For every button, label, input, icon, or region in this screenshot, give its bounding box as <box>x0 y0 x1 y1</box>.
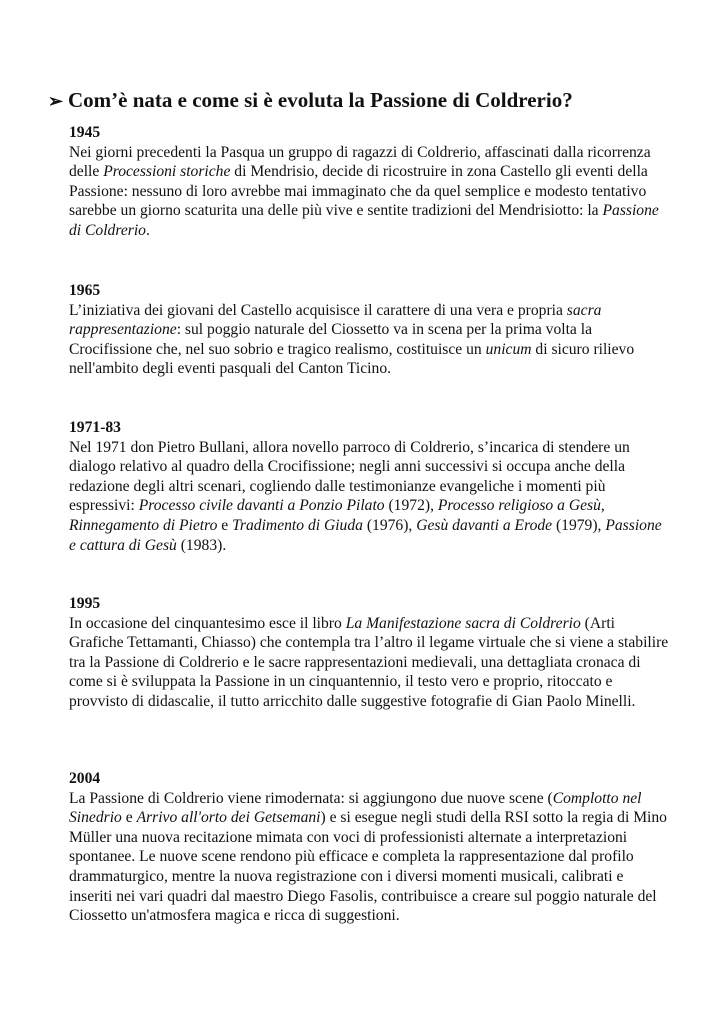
section-1965 <box>69 281 669 379</box>
text-run: (Arti Grafiche Tettamanti, Chiasso) che contempla tra l’altro il legame virtuale che si viene a stabilire tra la Passione di Coldrerio e le sacre rappresentazioni medievali, una dettagliata cronaca di come si è sviluppata la Passione in un cinquantennio, il testo vero e proprio, ritoccato e provvisto di didascalie, il tutto arricchito dalle suggestive fotografie di Gian Paolo Minelli. <box>69 614 669 710</box>
section-paragraph <box>69 143 669 241</box>
text-run: (1979), <box>552 516 606 534</box>
text-run: e <box>217 516 233 534</box>
text-run: : sul poggio naturale del Ciossetto va in scena per la prima volta la Crocifissione che, nel suo sobrio e tragico realismo, costituisce un <box>69 321 592 358</box>
italic-title: Rinnegamento di Pietro <box>69 516 218 534</box>
section-1995 <box>69 594 669 712</box>
italic-title: Gesù davanti a Erode <box>416 516 553 534</box>
italic-title: sacra rappresentazione <box>69 301 602 339</box>
text-run: (1983). <box>176 536 227 554</box>
section-paragraph <box>69 301 669 379</box>
italic-title: Processo civile davanti a Ponzio Pilato <box>138 497 385 515</box>
page-title <box>48 86 708 115</box>
text-run: La Passione di Coldrerio viene rimodernata: si aggiungono due nuove scene ( <box>69 789 553 807</box>
text-run: Nei giorni precedenti la Pasqua un gruppo di ragazzi di Coldrerio, affascinati dalla ricorrenza delle <box>69 143 651 181</box>
text-run: Nel 1971 don Pietro Bullani, allora novello parroco di Coldrerio, s’incarica di stendere un dialogo relativo al quadro della Crocifissione; negli anni successivi si occupa anche della redazione degli altri scenari, cogliendo dalle testimonianze evangeliche i momenti più espressivi: <box>69 438 630 515</box>
section-paragraph <box>69 614 669 712</box>
italic-title: Arrivo all'orto dei Getsemani <box>136 809 321 827</box>
section-1971-83 <box>69 418 669 555</box>
italic-title: Tradimento di Giuda <box>232 516 363 534</box>
section-year: 2004 <box>69 770 101 787</box>
italic-title: Passione e cattura di Gesù <box>69 516 662 554</box>
text-run: , <box>600 497 605 515</box>
section-paragraph <box>69 789 669 926</box>
text-run: L’iniziativa dei giovani del Castello acquisisce il carattere di una vera e propria <box>69 301 567 319</box>
italic-title: Complotto nel Sinedrio <box>69 789 642 827</box>
section-1945 <box>69 123 669 241</box>
text-run: . <box>145 221 150 239</box>
section-year: 1965 <box>69 282 101 299</box>
text-run: In occasione del cinquantesimo esce il libro <box>69 614 346 632</box>
italic-title: unicum <box>485 340 532 358</box>
italic-title: Passione di Coldrerio <box>69 202 659 239</box>
text-run: di Mendrisio, decide di ricostruire in zona Castello gli eventi della Passione: nessuno di loro avrebbe mai immaginato che da quel semplice e modesto tentativo sarebbe un giorno scaturita una delle più vive e sentite tradizioni del Mendrisiotto: la <box>69 163 648 220</box>
italic-title: Processioni storiche <box>103 163 231 181</box>
text-run: (1972), <box>384 497 438 515</box>
text-run: (1976), <box>362 516 417 534</box>
section-year: 1995 <box>69 595 101 612</box>
section-year: 1945 <box>69 124 101 141</box>
arrow-bullet-icon: ➢ <box>48 91 64 111</box>
text-run: e <box>121 809 137 827</box>
section-2004 <box>69 769 669 926</box>
italic-title: La Manifestazione sacra di Coldrerio <box>345 614 581 632</box>
page-title-text: Com’è nata e come si è evoluta la Passione di Coldrerio? <box>68 88 573 112</box>
text-run: di sicuro rilievo nell'ambito degli eventi pasquali del Canton Ticino. <box>69 340 635 378</box>
section-year: 1971-83 <box>69 419 121 436</box>
text-run: ) e si esegue negli studi della RSI sotto la regia di Mino Müller una nuova recitazione mimata con voci di professionisti alternate a interpretazioni spontanee. Le nuove scene rendono più efficace e completa la rappresentazione dal profilo drammaturgico, mentre la nuova registrazione con i diversi momenti musicali, calibrati e inseriti nei vari quadri dal maestro Diego Fasolis, contribuisce a creare sul poggio naturale del Ciossetto un'atmosfera magica e ricca di suggestioni. <box>69 809 667 925</box>
section-paragraph <box>69 438 669 556</box>
italic-title: Processo religioso a Gesù <box>437 497 601 515</box>
